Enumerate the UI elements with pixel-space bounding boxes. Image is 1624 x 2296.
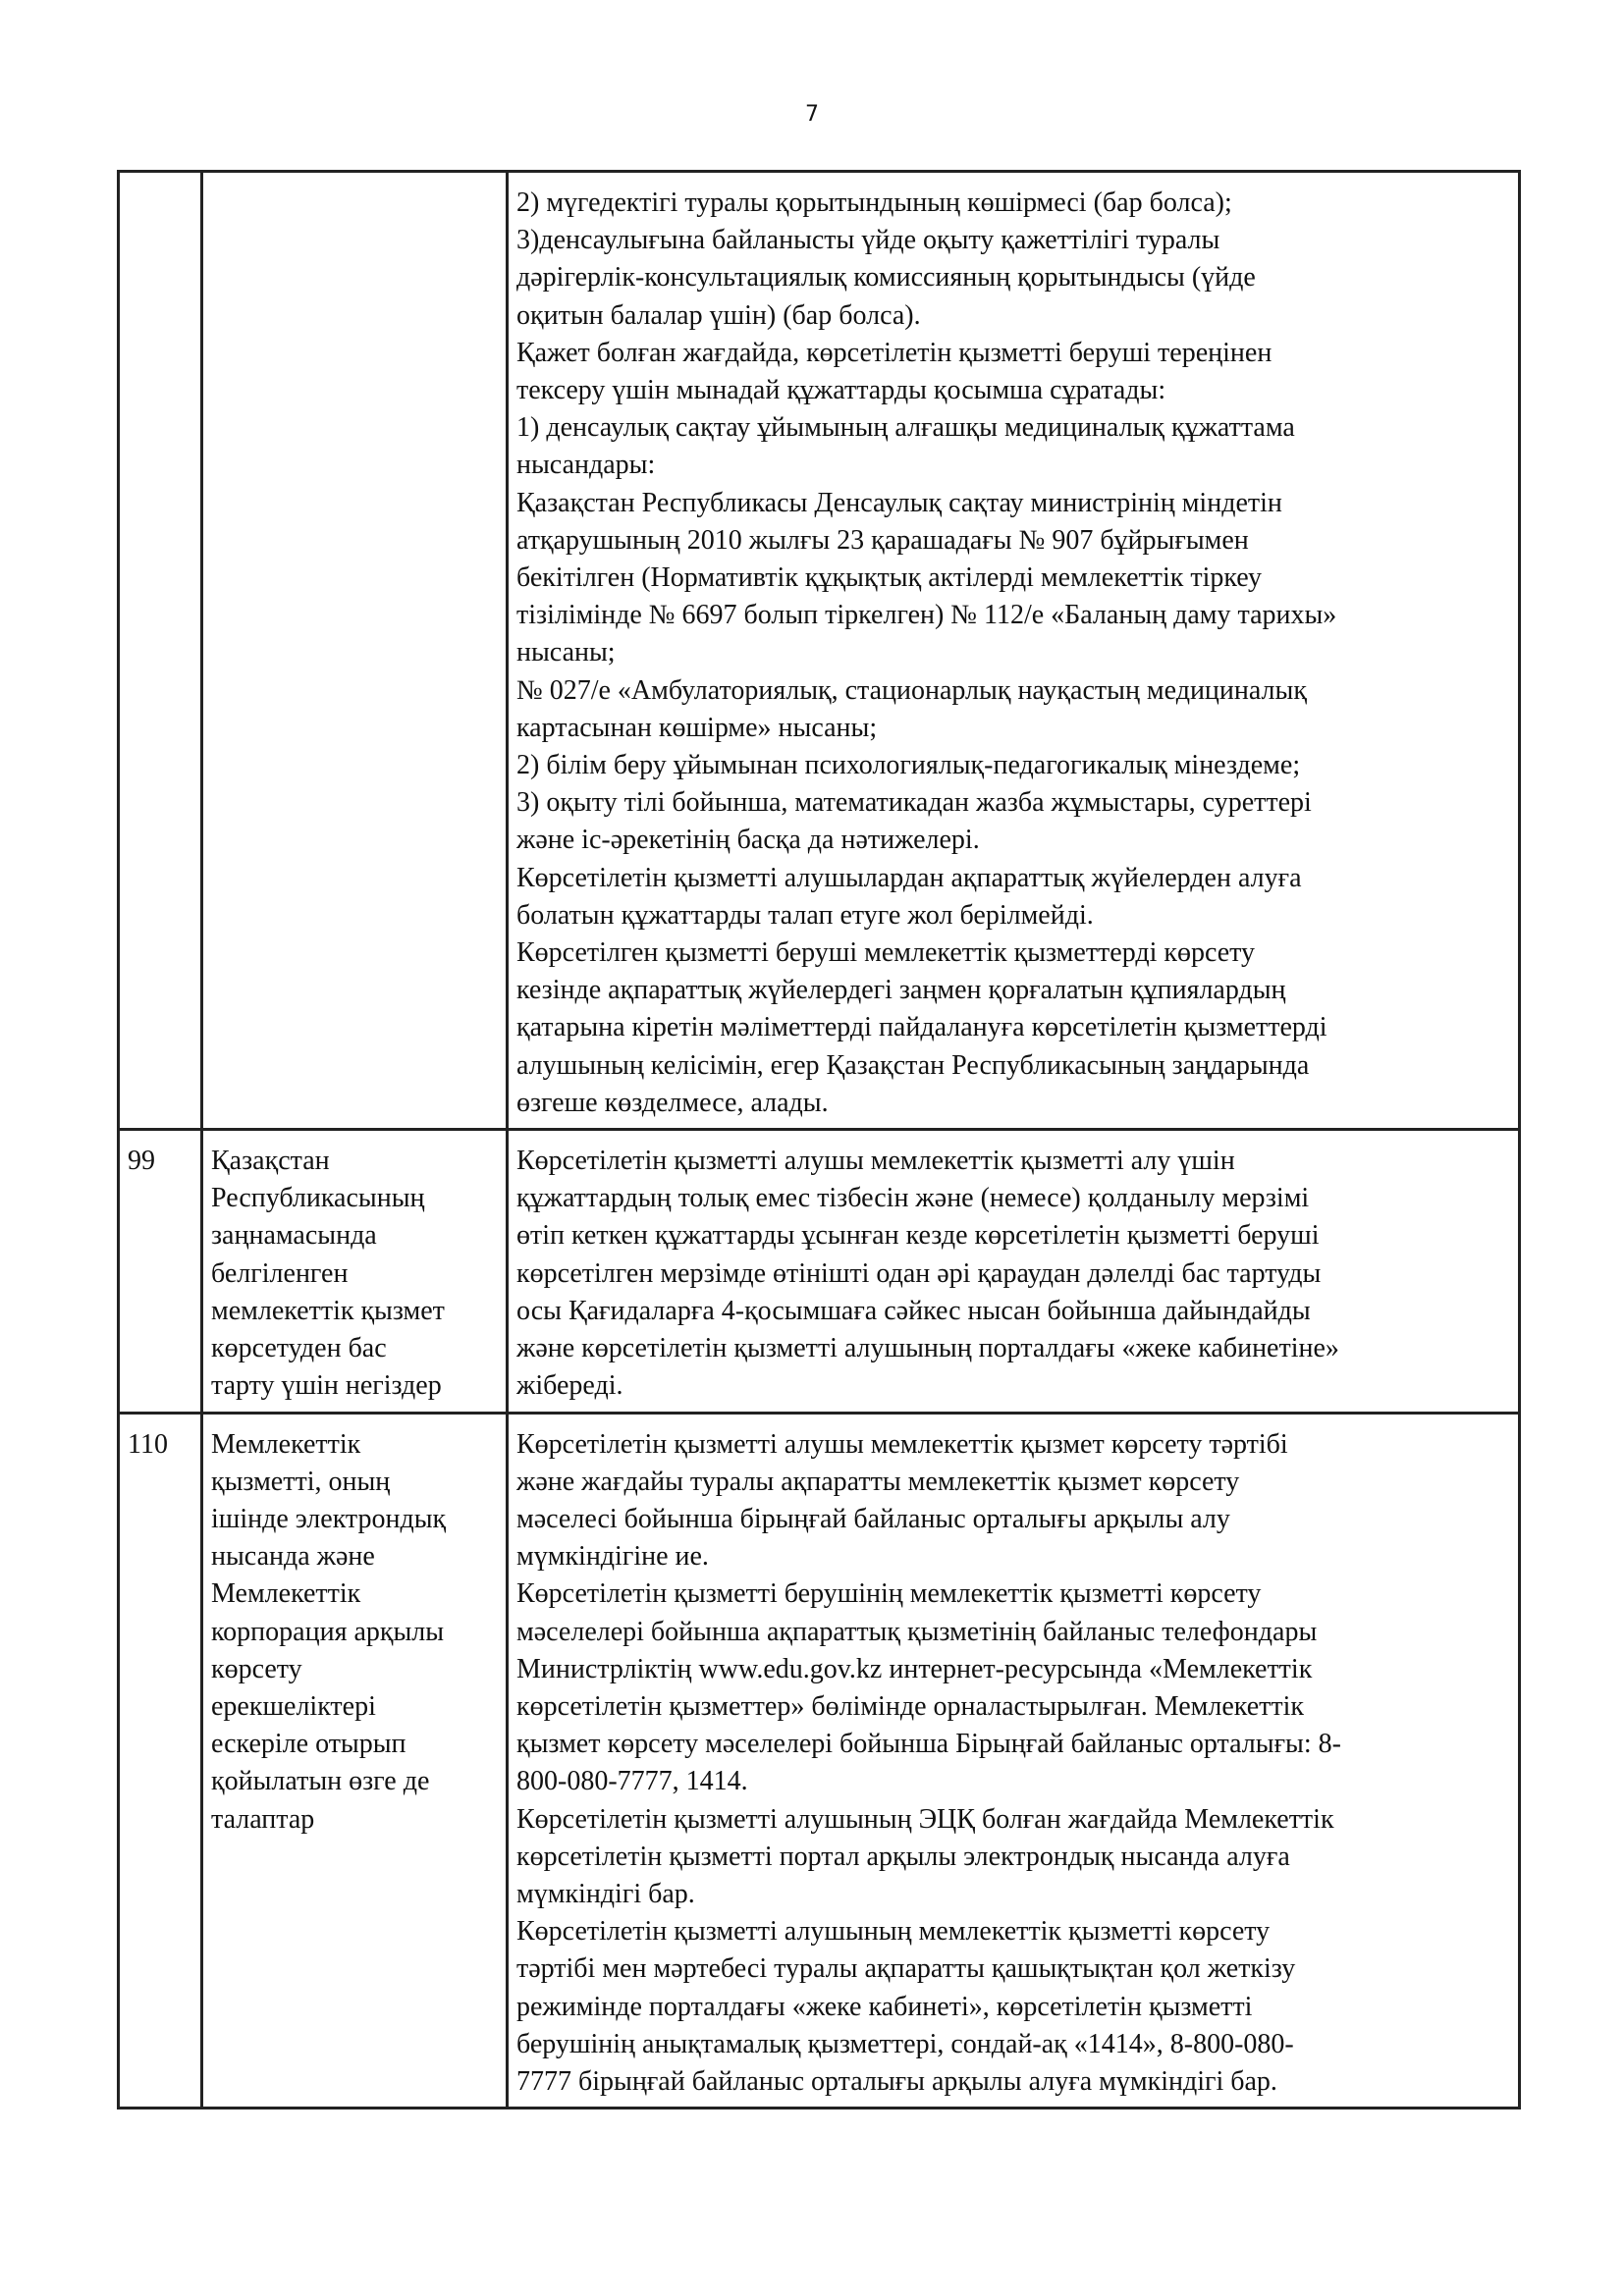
requirement-content-cell <box>508 1130 1520 1413</box>
requirement-name-line: ерекшеліктері <box>211 1690 376 1722</box>
requirement-content-line: алушының келісімін, егер Қазақстан Республикасының заңдарында <box>516 1049 1310 1081</box>
page-number: 7 <box>805 102 819 127</box>
requirement-content-line: құжаттардың толық емес тізбесін және (немесе) қолданылу мерзімі <box>516 1183 1310 1214</box>
requirement-name-line: белгіленген <box>211 1257 349 1289</box>
row-number-cell <box>119 1130 202 1413</box>
requirement-content-line: мәселелері бойынша ақпараттық қызметінің байланыс телефондары <box>516 1616 1318 1647</box>
requirement-content-line: картасынан көшірме» нысаны; <box>516 712 878 743</box>
requirement-content-line: Көрсетілген қызметті беруші мемлекеттік қызметтерді көрсету <box>516 937 1256 969</box>
requirement-content-line: режимінде порталдағы «жеке кабинеті», көрсетілетін қызметті <box>516 1991 1253 2022</box>
requirement-content-line: мүмкіндігіне ие. <box>516 1541 709 1573</box>
requirement-content-line: Көрсетілетін қызметті берушінің мемлекеттік қызметті көрсету <box>516 1578 1262 1610</box>
requirement-name-line: ескеріле отырып <box>211 1729 406 1760</box>
requirement-content-line: қатарына кіретін мәліметтерді пайдалануға көрсетілетін қызметтерді <box>516 1012 1327 1043</box>
requirement-content-line: өзгеше көзделмесе, алады. <box>516 1087 829 1118</box>
requirement-content-line: атқарушының 2010 жылғы 23 қарашадағы № 907 бұйрығымен <box>516 524 1249 556</box>
requirement-content-line: өтіп кеткен құжаттарды ұсынған кезде көрсетілетін қызметті беруші <box>516 1220 1320 1252</box>
requirement-content-line: Көрсетілетін қызметті алушы мемлекеттік қызметті алу үшін <box>516 1146 1235 1177</box>
requirement-content-line: тексеру үшін мынадай құжаттарды қосымша сұратады: <box>516 375 1166 406</box>
row-number-cell <box>119 172 202 1130</box>
requirement-name-line: қызметті, оның <box>211 1466 391 1497</box>
requirement-content-line: нысандары: <box>516 450 656 481</box>
requirement-content-line: Көрсетілетін қызметті алушының ЭЦҚ болған жағдайда Мемлекеттік <box>516 1803 1334 1835</box>
table-row <box>119 1130 1520 1413</box>
requirement-name-line: Республикасының <box>211 1183 425 1214</box>
requirement-content-line: тәртібі мен мәртебесі туралы ақпаратты қашықтықтан қол жеткізу <box>516 1953 1296 1985</box>
requirement-content-line: тізілімінде № 6697 болып тіркелген) № 112/е «Баланың даму тарихы» <box>516 600 1337 631</box>
requirement-name-line: Қазақстан <box>211 1146 330 1177</box>
requirement-name-line: көрсету <box>211 1653 302 1684</box>
requirement-content-line: Қазақстан Республикасы Денсаулық сақтау министрінің міндетін <box>516 487 1282 518</box>
requirement-name-line: талаптар <box>211 1803 315 1835</box>
requirement-name-line: ішінде электрондық <box>211 1503 447 1534</box>
requirement-name-line: мемлекеттік қызмет <box>211 1295 445 1326</box>
requirement-content-line: және іс-әрекетінің басқа да нәтижелері. <box>516 825 980 856</box>
requirement-content-line: 3) оқыту тілі бойынша, математикадан жазба жұмыстары, суреттері <box>516 787 1312 819</box>
requirement-content-line: дәрігерлік-консультациялық комиссияның қорытындысы (үйде <box>516 262 1256 294</box>
requirement-name-line: нысанда және <box>211 1541 375 1573</box>
requirement-content-line: көрсетілген мерзімде өтінішті одан әрі қараудан дәлелді бас тартуды <box>516 1257 1322 1289</box>
requirement-content-cell <box>508 1413 1520 2109</box>
requirement-content-line: 1) денсаулық сақтау ұйымының алғашқы медициналық құжаттама <box>516 412 1295 444</box>
table-row <box>119 172 1520 1130</box>
requirement-content-line: Көрсетілетін қызметті алушылардан ақпараттық жүйелерден алуға <box>516 862 1302 893</box>
requirement-content-line: көрсетілетін қызметтер» бөлімінде орналастырылған. Мемлекеттік <box>516 1690 1304 1722</box>
requirement-content-line: жібереді. <box>516 1370 623 1402</box>
requirement-name-line: Мемлекеттік <box>211 1578 361 1610</box>
requirement-content-line: болатын құжаттарды талап етуге жол берілмейді. <box>516 899 1094 931</box>
requirement-content-line: осы Қағидаларға 4-қосымшаға сәйкес нысан бойынша дайындайды <box>516 1295 1311 1326</box>
requirement-content-line: Министрліктің www.edu.gov.kz интернет-ресурсында «Мемлекеттік <box>516 1653 1313 1684</box>
requirement-content-line: Көрсетілетін қызметті алушының мемлекеттік қызметті көрсету <box>516 1916 1271 1948</box>
requirement-name-cell <box>202 1413 508 2109</box>
requirement-content-line: 3)денсаулығына байланысты үйде оқыту қажеттілігі туралы <box>516 225 1220 256</box>
requirement-name-line: көрсетуден бас <box>211 1333 387 1364</box>
requirement-content-line: 2) білім беру ұйымынан психологиялық-педагогикалық мінездеме; <box>516 750 1301 781</box>
row-number: 110 <box>128 1428 168 1460</box>
requirement-content-line: берушінің анықтамалық қызметтері, сондай-ақ «1414», 8-800-080- <box>516 2028 1294 2059</box>
requirement-content-line: Көрсетілетін қызметті алушы мемлекеттік қызмет көрсету тәртібі <box>516 1428 1288 1460</box>
requirement-content-line: 2) мүгедектігі туралы қорытындының көшірмесі (бар болса); <box>516 187 1232 218</box>
requirement-content-line: мәселесі бойынша бірыңғай байланыс орталығы арқылы алу <box>516 1503 1230 1534</box>
requirement-name-line: қойылатын өзге де <box>211 1766 430 1797</box>
requirement-content-line: № 027/е «Амбулаториялық, стационарлық науқастың медициналық <box>516 674 1307 706</box>
requirement-name-line: тарту үшін негіздер <box>211 1370 442 1402</box>
requirement-content-line: қызмет көрсету мәселелері бойынша Бірыңғай байланыс орталығы: 8- <box>516 1729 1341 1760</box>
requirement-content-line: 7777 бірыңғай байланыс орталығы арқылы алуға мүмкіндігі бар. <box>516 2065 1277 2097</box>
row-number-cell <box>119 1413 202 2109</box>
row-number: 99 <box>128 1146 155 1177</box>
requirements-table <box>117 170 1521 2109</box>
requirement-content-line: және көрсетілетін қызметті алушының порталдағы «жеке кабинетіне» <box>516 1333 1339 1364</box>
requirement-content-line: көрсетілетін қызметті портал арқылы электрондық нысанда алуға <box>516 1841 1290 1872</box>
requirement-content-line: мүмкіндігі бар. <box>516 1878 695 1909</box>
requirement-content-cell <box>508 172 1520 1130</box>
requirement-name-line: корпорация арқылы <box>211 1616 445 1647</box>
requirement-name-line: Мемлекеттік <box>211 1428 361 1460</box>
requirement-name-line: заңнамасында <box>211 1220 377 1252</box>
requirement-name-cell <box>202 172 508 1130</box>
requirement-content-line: оқитын балалар үшін) (бар болса). <box>516 299 921 331</box>
requirement-content-line: 800-080-7777, 1414. <box>516 1766 748 1797</box>
requirement-name-cell <box>202 1130 508 1413</box>
requirement-content-line: және жағдайы туралы ақпаратты мемлекеттік қызмет көрсету <box>516 1466 1240 1497</box>
requirement-content-line: кезінде ақпараттық жүйелердегі заңмен қорғалатын құпиялардың <box>516 975 1286 1006</box>
table-row <box>119 1413 1520 2109</box>
requirement-content-line: Қажет болған жағдайда, көрсетілетін қызметті беруші тереңінен <box>516 337 1272 368</box>
requirement-content-line: бекітілген (Нормативтік құқықтық актілерді мемлекеттік тіркеу <box>516 562 1263 594</box>
requirement-content-line: нысаны; <box>516 637 616 668</box>
